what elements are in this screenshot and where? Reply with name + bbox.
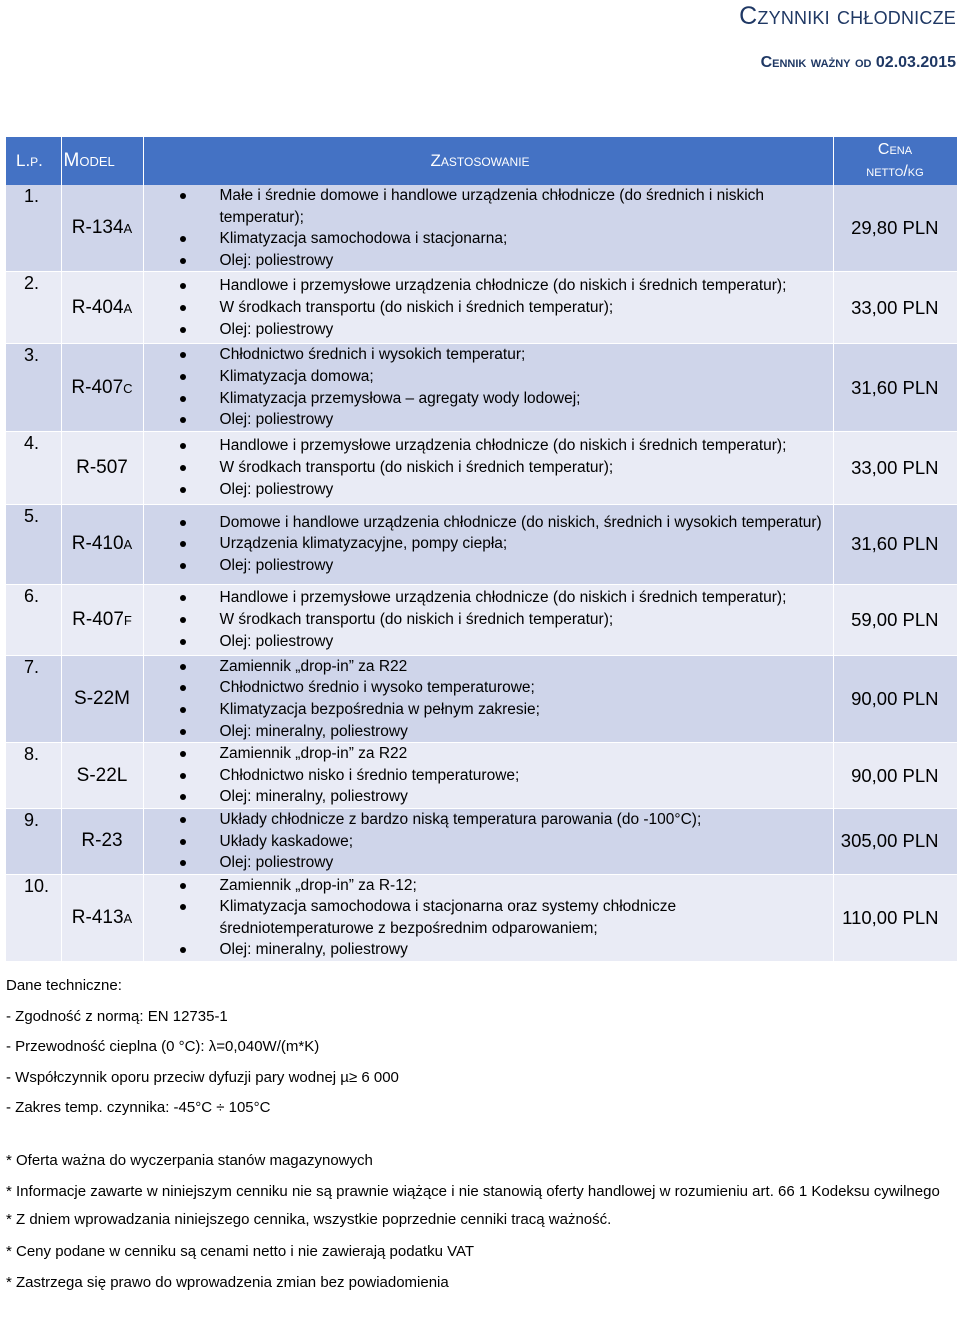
model-name: S-22L (61, 743, 143, 809)
column-header-price (833, 137, 957, 185)
usage-list (144, 587, 833, 652)
price-value: 29,80 PLN (833, 185, 957, 272)
table-row (6, 431, 957, 504)
usage-item: Olej: mineralny, poliestrowy (144, 721, 833, 743)
price-value: 31,60 PLN (833, 344, 957, 431)
usage-item: Zamiennik „drop-in” za R22 (144, 656, 833, 678)
notes-section (6, 976, 946, 1305)
usage-item: Małe i średnie domowe i handlowe urządzenia chłodnicze (do średnich i niskich temperatur); (144, 185, 833, 228)
usage-item: Olej: poliestrowy (144, 852, 833, 874)
row-number: 6. (6, 584, 61, 655)
usage-item: Klimatyzacja samochodowa i stacjonarna; (144, 228, 833, 250)
usage-item: W środkach transportu (do niskich i średnich temperatur); (144, 457, 833, 479)
row-number: 1. (6, 185, 61, 272)
table-row (6, 655, 957, 742)
row-number: 5. (6, 504, 61, 584)
table-header-row (6, 137, 957, 185)
row-number: 4. (6, 431, 61, 504)
usage-item: Domowe i handlowe urządzenia chłodnicze (do niskich, średnich i wysokich temperatur) (144, 512, 833, 534)
usage-item: Urządzenia klimatyzacyjne, pompy ciepła; (144, 533, 833, 555)
usage-item: Olej: poliestrowy (144, 479, 833, 501)
usage-item: Klimatyzacja domowa; (144, 366, 833, 388)
usage-item: Układy kaskadowe; (144, 831, 833, 853)
row-number: 7. (6, 655, 61, 742)
price-value: 31,60 PLN (833, 504, 957, 584)
usage-cell (143, 808, 833, 874)
usage-item: Chłodnictwo średnio i wysoko temperaturowe; (144, 677, 833, 699)
usage-list (144, 275, 833, 340)
usage-item: Olej: poliestrowy (144, 250, 833, 272)
footnote: * Z dniem wprowadzania niniejszego cennika, wszystkie poprzednie cenniki tracą ważność. (6, 1211, 612, 1228)
usage-cell (143, 185, 833, 272)
usage-item: Olej: mineralny, poliestrowy (144, 939, 833, 961)
usage-cell (143, 743, 833, 809)
usage-cell (143, 584, 833, 655)
technical-heading: Dane techniczne: (6, 977, 122, 994)
footnote: * Informacje zawarte w niniejszym cenniku nie są prawnie wiążące i nie stanowią oferty handlowej w rozumieniu art. 66 1 Kodeksu cywilnego (6, 1183, 940, 1200)
model-name: R-407f (61, 584, 143, 655)
column-header-price-line1: Cena (877, 141, 913, 158)
usage-item: Chłodnictwo średnich i wysokich temperatur; (144, 344, 833, 366)
usage-cell (143, 431, 833, 504)
usage-cell (143, 504, 833, 584)
column-header-model: Model (61, 137, 143, 185)
row-number: 2. (6, 272, 61, 344)
price-value: 59,00 PLN (833, 584, 957, 655)
usage-list (144, 809, 833, 874)
usage-list (144, 435, 833, 500)
model-name: R-413a (61, 874, 143, 961)
price-value: 33,00 PLN (833, 272, 957, 344)
price-table (6, 137, 958, 962)
usage-item: Handlowe i przemysłowe urządzenia chłodnicze (do niskich i średnich temperatur); (144, 587, 833, 609)
usage-cell (143, 344, 833, 431)
table-row (6, 344, 957, 431)
column-header-zastosowanie: Zastosowanie (143, 137, 833, 185)
usage-item: Klimatyzacja bezpośrednia w pełnym zakresie; (144, 699, 833, 721)
usage-list (144, 512, 833, 577)
usage-item: Olej: poliestrowy (144, 319, 833, 341)
usage-list (144, 743, 833, 808)
price-value: 110,00 PLN (833, 874, 957, 961)
price-value: 305,00 PLN (833, 808, 957, 874)
usage-item: Olej: poliestrowy (144, 555, 833, 577)
technical-item: - Współczynnik oporu przeciw dyfuzji pary wodnej µ≥ 6 000 (6, 1068, 399, 1086)
row-number: 3. (6, 344, 61, 431)
usage-item: Zamiennik „drop-in” za R-12; (144, 875, 833, 897)
usage-list (144, 344, 833, 430)
usage-item: Klimatyzacja przemysłowa – agregaty wody lodowej; (144, 388, 833, 410)
usage-item: Zamiennik „drop-in” za R22 (144, 743, 833, 765)
usage-item: Handlowe i przemysłowe urządzenia chłodnicze (do niskich i średnich temperatur); (144, 435, 833, 457)
technical-item: - Zgodność z normą: EN 12735-1 (6, 1007, 228, 1025)
footnote: * Zastrzega się prawo do wprowadzenia zmian bez powiadomienia (6, 1274, 449, 1291)
price-value: 90,00 PLN (833, 743, 957, 809)
usage-item: Chłodnictwo nisko i średnio temperaturowe; (144, 765, 833, 787)
usage-list (144, 875, 833, 961)
usage-item: W środkach transportu (do niskich i średnich temperatur); (144, 297, 833, 319)
table-row (6, 185, 957, 272)
usage-item: W środkach transportu (do niskich i średnich temperatur); (144, 609, 833, 631)
model-name: R-507 (61, 431, 143, 504)
usage-cell (143, 272, 833, 344)
usage-item: Handlowe i przemysłowe urządzenia chłodnicze (do niskich i średnich temperatur); (144, 275, 833, 297)
table-row (6, 584, 957, 655)
usage-item: Olej: poliestrowy (144, 631, 833, 653)
row-number: 9. (6, 808, 61, 874)
table-row (6, 808, 957, 874)
technical-item: - Przewodność cieplna (0 °C): λ=0,040W/(m*K) (6, 1038, 320, 1055)
model-name: R-134a (61, 185, 143, 272)
model-name: R-407c (61, 344, 143, 431)
usage-list (144, 185, 833, 271)
model-name: R-23 (61, 808, 143, 874)
usage-list (144, 656, 833, 742)
column-header-lp: L.p. (6, 137, 61, 185)
table-row (6, 743, 957, 809)
technical-item: - Zakres temp. czynnika: -45°C ÷ 105°C (6, 1099, 271, 1116)
model-name: S-22M (61, 655, 143, 742)
row-number: 8. (6, 743, 61, 809)
usage-item: Układy chłodnicze z bardzo niską temperatura parowania (do -100°C); (144, 809, 833, 831)
row-number: 10. (6, 874, 61, 961)
model-name: R-404a (61, 272, 143, 344)
usage-item: Olej: mineralny, poliestrowy (144, 786, 833, 808)
footnote: * Ceny podane w cenniku są cenami netto i nie zawierają podatku VAT (6, 1242, 475, 1260)
page-title: Czynniki chłodnicze (739, 2, 956, 30)
model-name: R-410a (61, 504, 143, 584)
table-row (6, 874, 957, 961)
price-value: 33,00 PLN (833, 431, 957, 504)
usage-item: Olej: poliestrowy (144, 409, 833, 431)
usage-item: Klimatyzacja samochodowa i stacjonarna oraz systemy chłodnicze średniotemperaturowe z bezpośrednim odparowaniem; (144, 896, 833, 939)
page-subtitle: Cennik ważny od 02.03.2015 (760, 54, 956, 71)
usage-cell (143, 874, 833, 961)
price-value: 90,00 PLN (833, 655, 957, 742)
footnote: * Oferta ważna do wyczerpania stanów magazynowych (6, 1151, 373, 1169)
column-header-price-line2: netto/kg (866, 163, 924, 180)
table-row (6, 504, 957, 584)
table-row (6, 272, 957, 344)
usage-cell (143, 655, 833, 742)
